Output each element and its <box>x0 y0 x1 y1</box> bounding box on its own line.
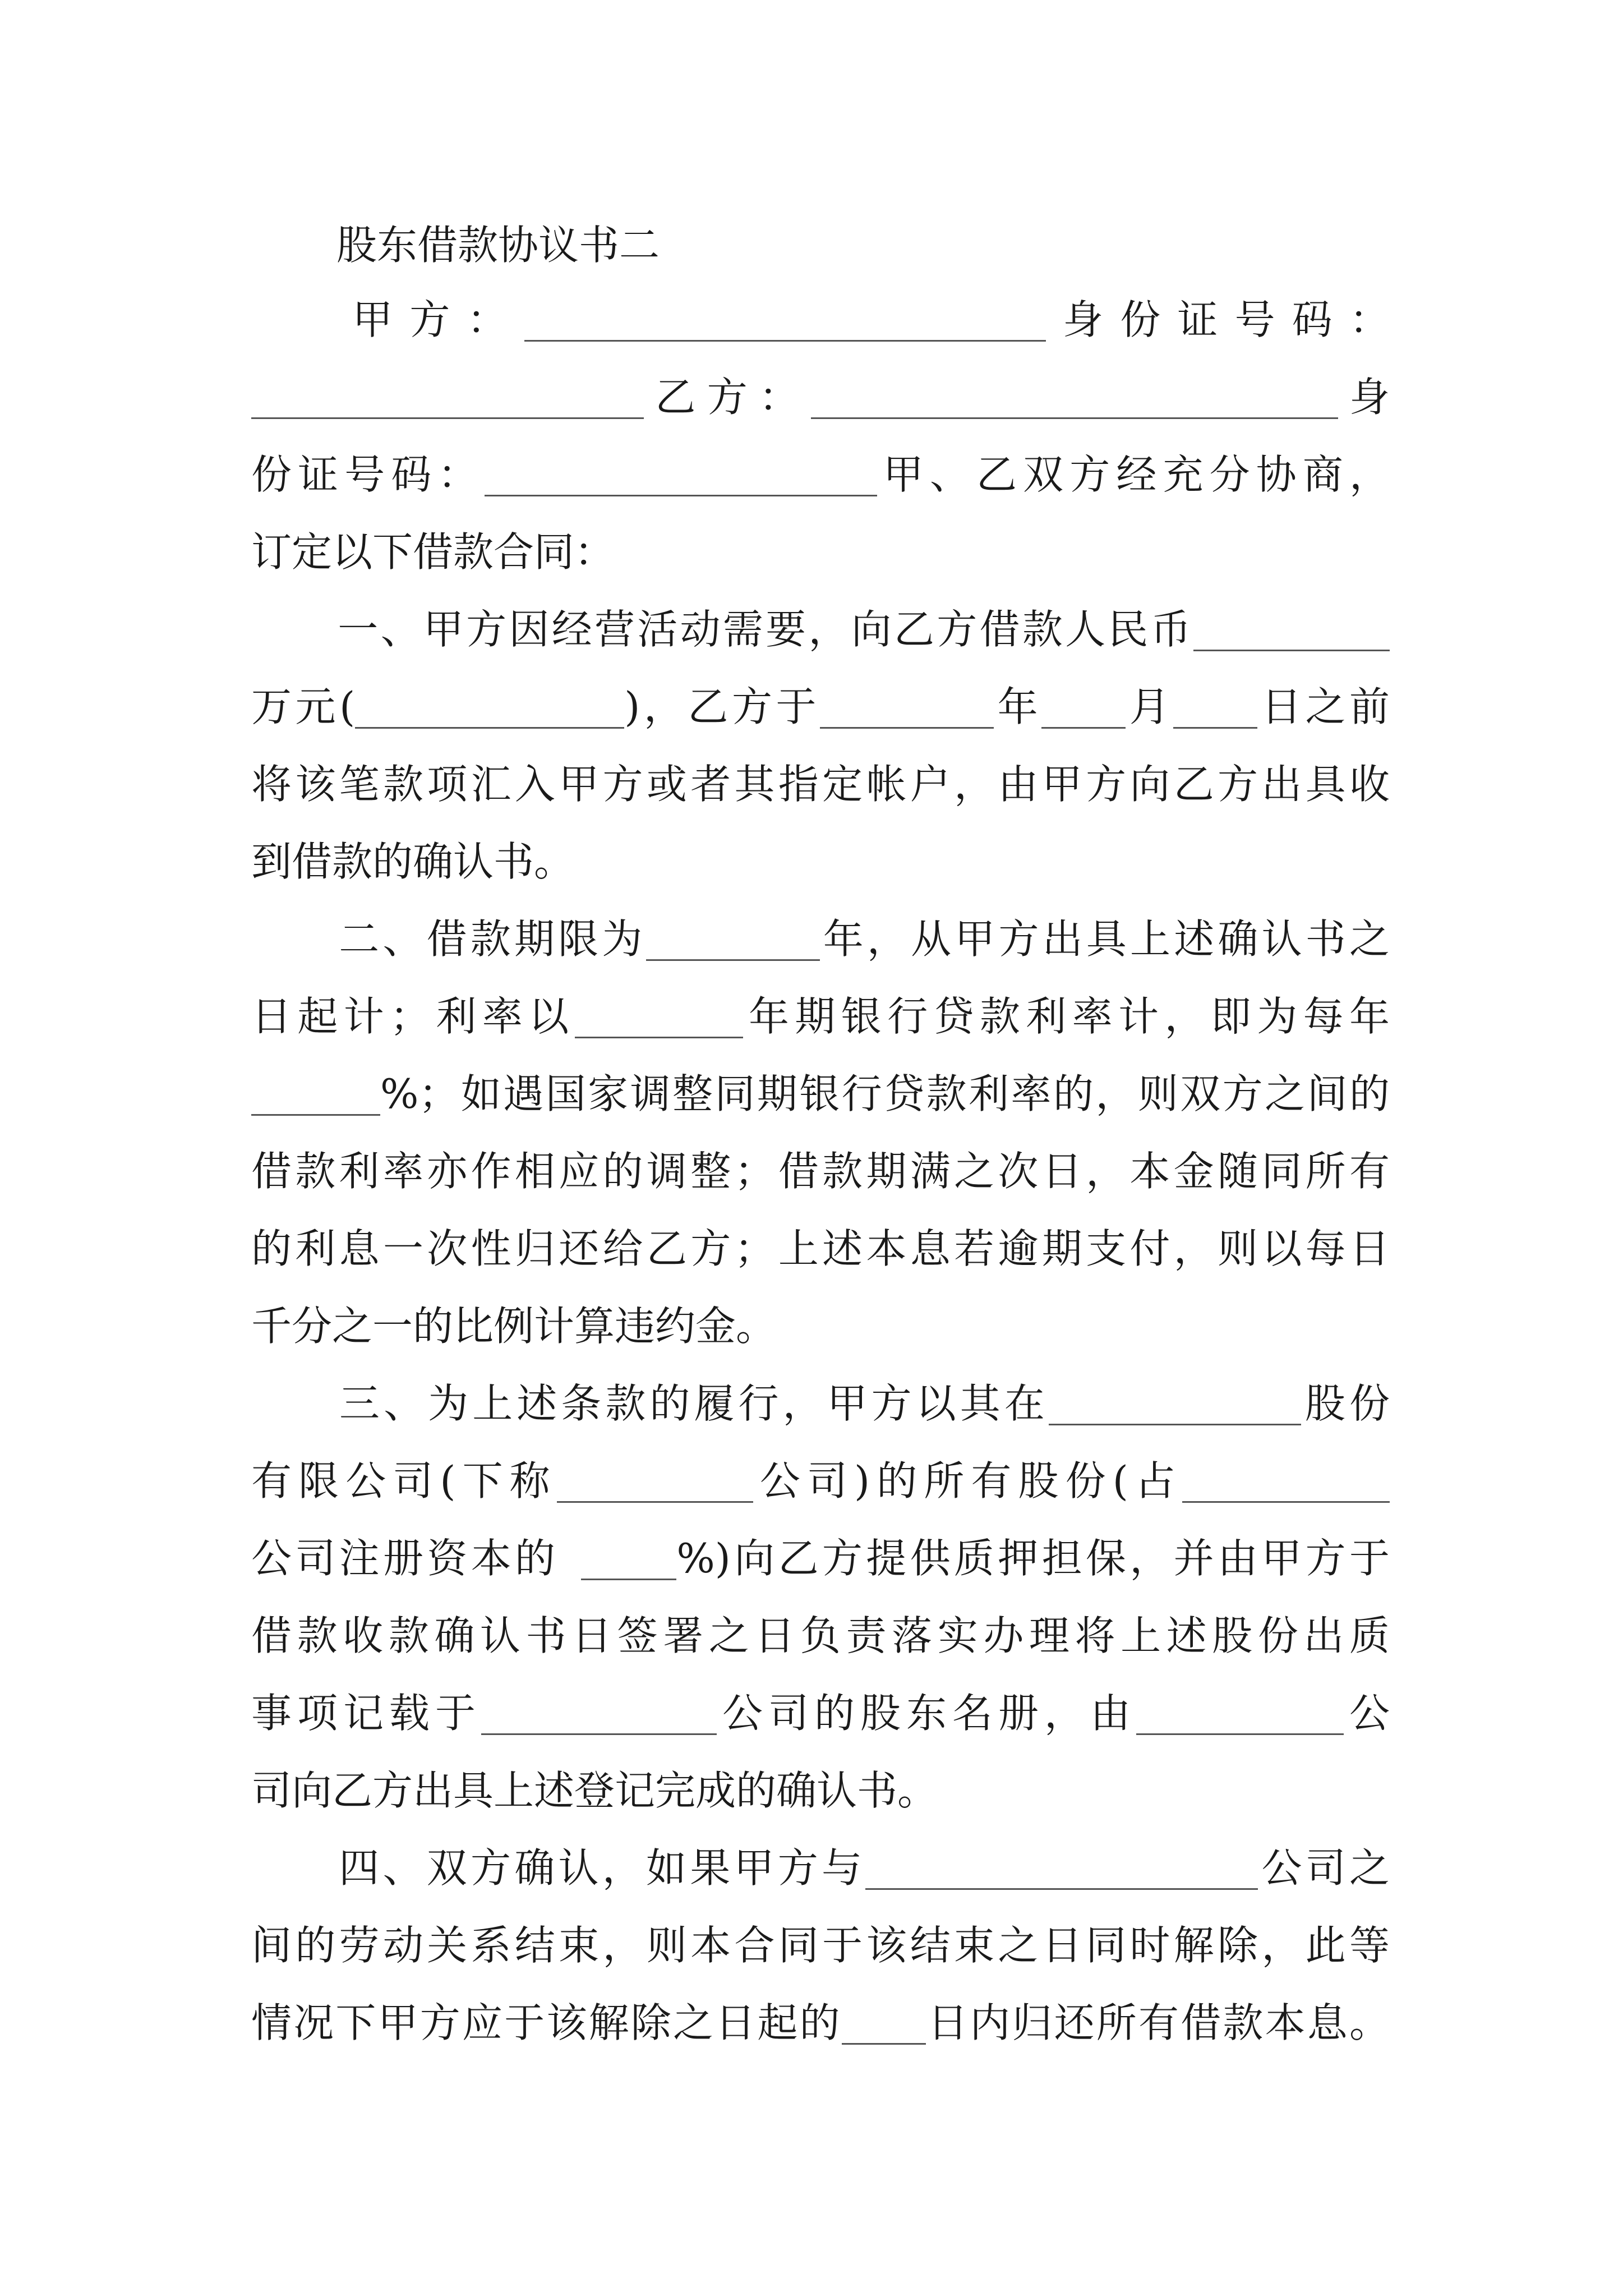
year-blank <box>820 687 994 729</box>
clause2-line-2 <box>251 988 1390 1045</box>
clause3-line-4 <box>251 1608 1390 1664</box>
clause2-line-4 <box>251 1143 1390 1199</box>
company-name-blank <box>1049 1383 1301 1425</box>
clause3-line-2 <box>251 1453 1390 1509</box>
issuer-company-blank <box>1136 1693 1344 1735</box>
day-blank <box>1173 687 1257 729</box>
clause2-text-2b: 年期银行贷款利率计，即为每年 <box>743 993 1390 1040</box>
party-b-blank <box>811 377 1338 419</box>
clause1-text-2b: )，乙方于 <box>624 683 820 730</box>
clause2-line-5 <box>251 1221 1390 1277</box>
id-number-b-blank <box>485 454 877 496</box>
agreement-text: 甲、乙双方经充分协商， <box>877 451 1390 498</box>
month-blank <box>1041 687 1126 729</box>
party-b-label: 乙方： <box>644 374 811 421</box>
clause1-text-3: 将该笔款项汇入甲方或者其指定帐户，由甲方向乙方出具收 <box>251 761 1390 808</box>
clause1-line-4 <box>251 834 1390 890</box>
clause1-line-3 <box>251 756 1390 812</box>
intro-line-1 <box>251 292 1390 348</box>
clause3-text-2b: 公司)的所有股份(占 <box>753 1457 1182 1504</box>
clause4-line-3 <box>251 1995 1390 2051</box>
clause3-text-5c: 公 <box>1343 1690 1390 1737</box>
clause2-text-1b: 年，从甲方出具上述确认书之 <box>819 915 1390 963</box>
clause2-text-5: 的利息一次性归还给乙方；上述本息若逾期支付，则以每日 <box>251 1225 1390 1272</box>
intro-line-3 <box>251 447 1390 503</box>
repay-days-blank <box>842 2003 926 2045</box>
clause1-text-2d: 月 <box>1126 683 1174 730</box>
clause1-text-4: 到借款的确认书。 <box>251 838 575 885</box>
clause2-line-6 <box>251 1298 1390 1354</box>
clause4-text-1a: 四、双方确认，如果甲方与 <box>335 1844 866 1892</box>
company-short-name-blank <box>557 1461 753 1503</box>
title-text: 股东借款协议书二 <box>336 222 660 269</box>
clause2-text-2a: 日起计；利率以 <box>251 993 575 1040</box>
clause4-text-1b: 公司之 <box>1258 1844 1390 1892</box>
clause3-text-1b: 股份 <box>1301 1380 1390 1427</box>
id-label-2b: 份证号码： <box>251 451 485 498</box>
clause4-line-1 <box>251 1840 1390 1896</box>
share-percent-blank <box>581 1538 676 1580</box>
share-company-blank <box>1182 1461 1390 1503</box>
clause4-line-2 <box>251 1917 1390 1973</box>
clause1-line-1 <box>251 601 1390 657</box>
clause1-text-2c: 年 <box>994 683 1042 730</box>
clause2-text-1a: 二、借款期限为 <box>335 915 646 963</box>
clause1-text-2a: 万元( <box>251 683 356 730</box>
clause2-text-6: 千分之一的比例计算违约金。 <box>251 1303 777 1350</box>
clause2-text-4: 借款利率亦作相应的调整；借款期满之次日，本金随同所有 <box>251 1148 1390 1195</box>
clause3-line-6 <box>251 1763 1390 1819</box>
clause3-line-5 <box>251 1685 1390 1741</box>
clause1-text-1: 一、甲方因经营活动需要，向乙方借款人民币 <box>335 606 1193 653</box>
clause4-text-3b: 日内归还所有借款本息。 <box>925 1999 1390 2046</box>
party-a-blank <box>524 300 1046 342</box>
id-label-1: 身份证号码： <box>1045 296 1390 343</box>
clause4-text-2: 间的劳动关系结束，则本合同于该结束之日同时解除，此等 <box>251 1922 1390 1969</box>
clause4-text-3a: 情况下甲方应于该解除之日起的 <box>251 1999 842 2046</box>
party-a-label: 甲方： <box>335 296 524 343</box>
clause3-text-2a: 有限公司(下称 <box>251 1457 557 1504</box>
loan-amount-words-blank <box>355 687 624 729</box>
rate-term-blank <box>575 996 743 1038</box>
clause3-text-5a: 事项记载于 <box>251 1690 481 1737</box>
id-label-2a: 身 <box>1338 374 1390 421</box>
rate-percent-blank <box>251 1074 380 1116</box>
clause3-text-3a: 公司注册资本的 <box>251 1535 559 1582</box>
intro-line-4 <box>251 524 1390 580</box>
clause1-text-2e: 日之前 <box>1257 683 1390 730</box>
loan-amount-blank <box>1193 609 1390 651</box>
clause3-text-3b: %)向乙方提供质押担保，并由甲方于 <box>676 1535 1390 1582</box>
clause3-text-5b: 公司的股东名册，由 <box>717 1690 1136 1737</box>
clause2-line-1 <box>251 911 1390 967</box>
id-number-a-blank <box>251 377 644 419</box>
clause3-line-1 <box>251 1375 1390 1432</box>
clause3-text-6: 司向乙方出具上述登记完成的确认书。 <box>251 1767 938 1814</box>
employer-company-blank <box>865 1848 1258 1890</box>
clause3-text-1a: 三、为上述条款的履行，甲方以其在 <box>335 1380 1049 1427</box>
register-company-blank <box>481 1693 717 1735</box>
clause1-line-2 <box>251 679 1390 735</box>
clause3-text-4: 借款收款确认书日签署之日负责落实办理将上述股份出质 <box>251 1612 1390 1659</box>
clause2-line-3 <box>251 1066 1390 1122</box>
intro-line-2 <box>251 369 1390 425</box>
document-title <box>336 217 1475 273</box>
clause3-line-3 <box>251 1530 1390 1586</box>
clause2-text-3b: %；如遇国家调整同期银行贷款利率的，则双方之间的 <box>380 1070 1390 1117</box>
loan-term-blank <box>646 919 820 961</box>
agreement-text-2: 订定以下借款合同： <box>251 528 615 576</box>
